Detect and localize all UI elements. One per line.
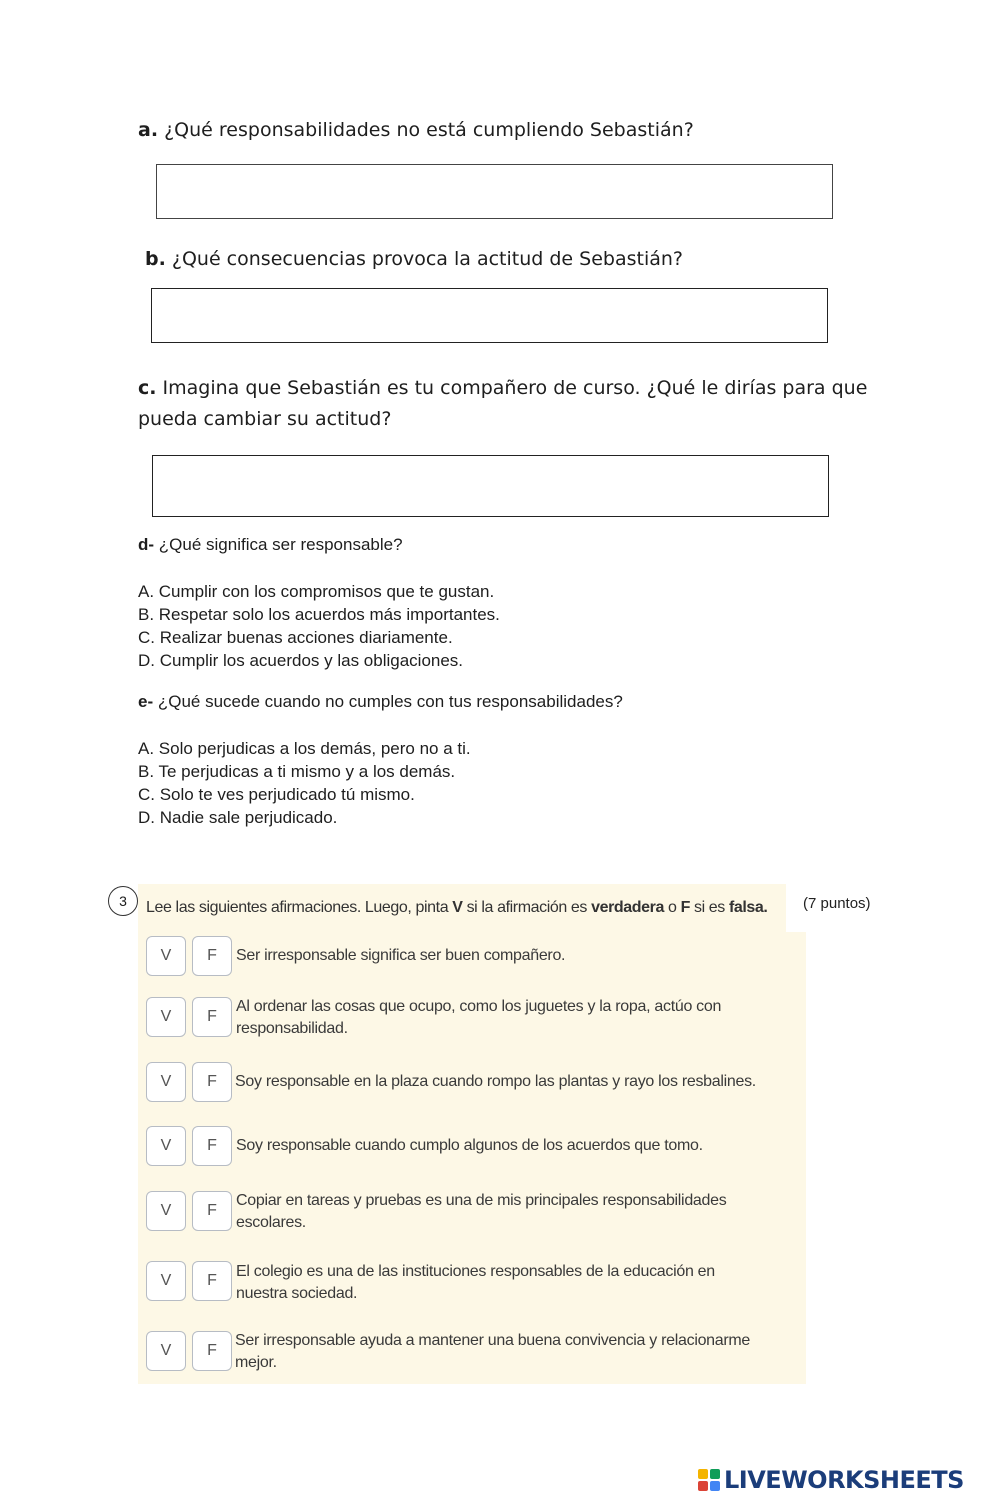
instr-verdadera: verdadera [591,899,664,916]
false-button-2[interactable]: F [192,997,232,1037]
false-button-1[interactable]: F [192,936,232,976]
question-e-label: e- [138,692,154,711]
option-d-b[interactable]: B. Respetar solo los acuerdos más importantes. [138,605,500,624]
question-e [138,692,623,712]
question-c-letter: c. [138,377,157,399]
statement-6-line2: nuestra sociedad. [236,1285,358,1302]
instr-falsa: falsa. [728,899,768,916]
logo-square-3 [698,1481,708,1491]
tf-row-7 [146,1331,796,1375]
true-button-2[interactable]: V [146,997,186,1037]
question-b-text: ¿Qué consecuencias provoca la actitud de Sebastián? [165,248,683,270]
statement-5-line2: escolares. [236,1214,306,1231]
question-e-text: ¿Qué sucede cuando no cumples con tus responsabilidades? [153,692,623,711]
question-c-text: Imagina que Sebastián es tu compañero de curso. ¿Qué le dirías para que [156,377,868,399]
false-button-7[interactable]: F [192,1331,232,1371]
question-a-text: ¿Qué responsabilidades no está cumpliendo Sebastián? [158,119,694,141]
logo-square-4 [710,1481,720,1491]
false-button-5[interactable]: F [192,1191,232,1231]
logo-square-2 [710,1469,720,1479]
tf-row-5 [146,1191,796,1235]
options-d [138,580,500,672]
section-3-instructions [138,884,786,932]
section-3-number: 3 [108,886,138,916]
question-b-letter: b. [145,248,166,270]
instr-f: F [680,899,690,916]
statement-2-line1: Al ordenar las cosas que ocupo, como los juguetes y la ropa, actúo con [236,998,722,1015]
option-d-a[interactable]: A. Cumplir con los compromisos que te gustan. [138,582,495,601]
question-a [138,115,694,146]
false-button-6[interactable]: F [192,1261,232,1301]
statement-5 [236,1190,791,1234]
question-c-line1 [138,373,867,404]
tf-row-3 [146,1062,796,1106]
statement-5-line1: Copiar en tareas y pruebas es una de mis principales responsabilidades [236,1192,727,1209]
logo-text: LIVEWORKSHEETS [724,1466,964,1494]
option-d-c[interactable]: C. Realizar buenas acciones diariamente. [138,628,453,647]
statement-2 [236,996,791,1040]
question-d-label: d- [138,535,155,554]
statement-7-line1: Ser irresponsable ayuda a mantener una buena convivencia y relacionarme [235,1332,751,1349]
statement-6-line1: El colegio es una de las instituciones responsables de la educación en [236,1263,715,1280]
true-button-3[interactable]: V [146,1062,186,1102]
instr-part-2: si la afirmación es [462,899,592,916]
question-c [138,373,867,435]
answer-box-c[interactable] [152,455,829,517]
statement-3 [235,1071,790,1093]
option-d-d[interactable]: D. Cumplir los acuerdos y las obligaciones. [138,651,464,670]
statement-6 [236,1261,791,1305]
answer-box-a[interactable] [156,164,833,219]
instr-part-4: si es [689,899,729,916]
statement-1-line1: Ser irresponsable significa ser buen compañero. [236,947,566,964]
true-button-7[interactable]: V [146,1331,186,1371]
option-e-b[interactable]: B. Te perjudicas a ti mismo y a los demás. [138,762,456,781]
tf-row-2 [146,997,796,1041]
option-e-c[interactable]: C. Solo te ves perjudicado tú mismo. [138,785,415,804]
true-button-6[interactable]: V [146,1261,186,1301]
statement-7-line2: mejor. [235,1354,277,1371]
option-e-a[interactable]: A. Solo perjudicas a los demás, pero no a ti. [138,739,471,758]
true-button-1[interactable]: V [146,936,186,976]
statement-4-line1: Soy responsable cuando cumplo algunos de los acuerdos que tomo. [236,1137,703,1154]
logo-icon [698,1469,720,1491]
statement-3-line1: Soy responsable en la plaza cuando rompo las plantas y rayo los resbalines. [235,1073,756,1090]
tf-row-6 [146,1261,796,1305]
option-e-d[interactable]: D. Nadie sale perjudicado. [138,808,338,827]
section-3-points: (7 puntos) [803,895,871,912]
answer-box-b[interactable] [151,288,828,343]
true-button-4[interactable]: V [146,1126,186,1166]
instr-part-1: Lee las siguientes afirmaciones. Luego, pinta [146,899,453,916]
logo-square-1 [698,1469,708,1479]
false-button-4[interactable]: F [192,1126,232,1166]
options-e [138,737,471,829]
question-d-text: ¿Qué significa ser responsable? [154,535,403,554]
question-d [138,535,403,555]
statement-2-line2: responsabilidad. [236,1020,348,1037]
instr-v: V [452,899,463,916]
statement-1 [236,945,791,967]
statement-4 [236,1135,791,1157]
tf-row-1 [146,936,796,980]
question-c-line2: pueda cambiar su actitud? [138,408,392,430]
statement-7 [235,1330,790,1374]
question-b [145,244,683,275]
tf-row-4 [146,1126,796,1170]
false-button-3[interactable]: F [192,1062,232,1102]
question-a-letter: a. [138,119,159,141]
instr-part-3: o [663,899,681,916]
liveworksheets-logo [698,1465,964,1495]
true-button-5[interactable]: V [146,1191,186,1231]
